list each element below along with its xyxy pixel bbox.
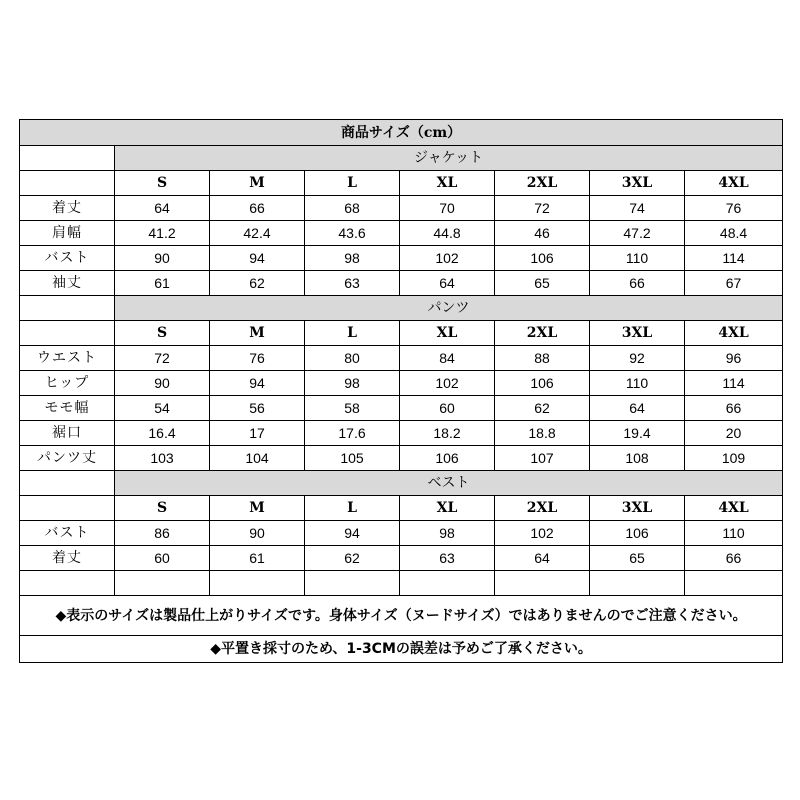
measurement-value: 84 bbox=[400, 346, 495, 371]
title-row bbox=[20, 120, 783, 146]
table-title: 商品サイズ（cm） bbox=[20, 120, 783, 146]
measurement-value: 67 bbox=[685, 271, 783, 296]
table-row bbox=[20, 246, 783, 271]
measurement-value: 16.4 bbox=[115, 421, 210, 446]
size-chart bbox=[19, 119, 782, 681]
measurement-value: 114 bbox=[685, 371, 783, 396]
note-row bbox=[20, 596, 783, 636]
measurement-value: 104 bbox=[210, 446, 305, 471]
measurement-value: 20 bbox=[685, 421, 783, 446]
measurement-value: 66 bbox=[590, 271, 685, 296]
measurement-value: 62 bbox=[210, 271, 305, 296]
measurement-value: 46 bbox=[495, 221, 590, 246]
measurement-value: 61 bbox=[210, 546, 305, 571]
section-header-row bbox=[20, 471, 783, 496]
measurement-value: 68 bbox=[305, 196, 400, 221]
measurement-value: 17 bbox=[210, 421, 305, 446]
measurement-value: 63 bbox=[305, 271, 400, 296]
note-text: ◆表示のサイズは製品仕上がりサイズです。身体サイズ（ヌードサイズ）ではありませんのでご注意ください。 bbox=[20, 596, 783, 636]
measurement-label: モモ幅 bbox=[20, 396, 115, 421]
size-header-blank bbox=[20, 171, 115, 196]
size-table bbox=[19, 119, 783, 663]
table-row bbox=[20, 546, 783, 571]
measurement-value: 88 bbox=[495, 346, 590, 371]
size-label: S bbox=[115, 321, 210, 346]
measurement-value: 43.6 bbox=[305, 221, 400, 246]
measurement-value: 80 bbox=[305, 346, 400, 371]
blank-cell bbox=[210, 571, 305, 596]
table-row bbox=[20, 196, 783, 221]
measurement-value: 62 bbox=[305, 546, 400, 571]
size-header-blank bbox=[20, 321, 115, 346]
section-header-row bbox=[20, 296, 783, 321]
measurement-value: 90 bbox=[210, 521, 305, 546]
measurement-value: 86 bbox=[115, 521, 210, 546]
measurement-value: 103 bbox=[115, 446, 210, 471]
measurement-value: 94 bbox=[210, 246, 305, 271]
blank-cell bbox=[115, 571, 210, 596]
table-row bbox=[20, 446, 783, 471]
measurement-value: 60 bbox=[115, 546, 210, 571]
size-label: S bbox=[115, 496, 210, 521]
measurement-value: 106 bbox=[400, 446, 495, 471]
measurement-value: 110 bbox=[590, 371, 685, 396]
measurement-value: 102 bbox=[400, 371, 495, 396]
size-label: XL bbox=[400, 321, 495, 346]
size-label: M bbox=[210, 321, 305, 346]
blank-cell bbox=[20, 571, 115, 596]
size-label: M bbox=[210, 496, 305, 521]
size-label: 4XL bbox=[685, 496, 783, 521]
size-header-blank bbox=[20, 496, 115, 521]
measurement-label: 着丈 bbox=[20, 546, 115, 571]
measurement-value: 98 bbox=[305, 371, 400, 396]
size-header-row bbox=[20, 171, 783, 196]
size-label: L bbox=[305, 496, 400, 521]
measurement-value: 65 bbox=[590, 546, 685, 571]
measurement-value: 94 bbox=[305, 521, 400, 546]
measurement-label: 肩幅 bbox=[20, 221, 115, 246]
section-name: ジャケット bbox=[115, 146, 783, 171]
size-label: 2XL bbox=[495, 496, 590, 521]
note-text: ◆平置き採寸のため、1-3CMの誤差は予めご了承ください。 bbox=[20, 636, 783, 663]
measurement-label: ヒップ bbox=[20, 371, 115, 396]
size-label: L bbox=[305, 321, 400, 346]
measurement-value: 64 bbox=[590, 396, 685, 421]
measurement-value: 108 bbox=[590, 446, 685, 471]
measurement-value: 48.4 bbox=[685, 221, 783, 246]
measurement-label: バスト bbox=[20, 246, 115, 271]
measurement-value: 63 bbox=[400, 546, 495, 571]
size-label: 3XL bbox=[590, 171, 685, 196]
table-row bbox=[20, 396, 783, 421]
size-label: 2XL bbox=[495, 321, 590, 346]
size-label: XL bbox=[400, 171, 495, 196]
table-row bbox=[20, 221, 783, 246]
measurement-label: 袖丈 bbox=[20, 271, 115, 296]
measurement-value: 102 bbox=[495, 521, 590, 546]
blank-cell bbox=[495, 571, 590, 596]
measurement-value: 98 bbox=[400, 521, 495, 546]
measurement-value: 64 bbox=[495, 546, 590, 571]
measurement-value: 105 bbox=[305, 446, 400, 471]
measurement-value: 106 bbox=[495, 246, 590, 271]
measurement-value: 64 bbox=[115, 196, 210, 221]
measurement-value: 70 bbox=[400, 196, 495, 221]
measurement-value: 65 bbox=[495, 271, 590, 296]
table-row bbox=[20, 521, 783, 546]
measurement-value: 110 bbox=[685, 521, 783, 546]
section-name: ベスト bbox=[115, 471, 783, 496]
measurement-value: 94 bbox=[210, 371, 305, 396]
measurement-value: 44.8 bbox=[400, 221, 495, 246]
size-label: 4XL bbox=[685, 171, 783, 196]
size-label: L bbox=[305, 171, 400, 196]
measurement-label: パンツ丈 bbox=[20, 446, 115, 471]
measurement-value: 61 bbox=[115, 271, 210, 296]
measurement-value: 90 bbox=[115, 371, 210, 396]
section-header-blank bbox=[20, 471, 115, 496]
measurement-label: ウエスト bbox=[20, 346, 115, 371]
blank-row bbox=[20, 571, 783, 596]
measurement-label: バスト bbox=[20, 521, 115, 546]
measurement-label: 着丈 bbox=[20, 196, 115, 221]
measurement-value: 56 bbox=[210, 396, 305, 421]
size-label: 3XL bbox=[590, 496, 685, 521]
size-header-row bbox=[20, 496, 783, 521]
size-label: XL bbox=[400, 496, 495, 521]
measurement-value: 72 bbox=[115, 346, 210, 371]
blank-cell bbox=[590, 571, 685, 596]
measurement-value: 92 bbox=[590, 346, 685, 371]
measurement-value: 76 bbox=[685, 196, 783, 221]
blank-cell bbox=[685, 571, 783, 596]
measurement-value: 58 bbox=[305, 396, 400, 421]
size-label: S bbox=[115, 171, 210, 196]
measurement-value: 109 bbox=[685, 446, 783, 471]
measurement-value: 106 bbox=[590, 521, 685, 546]
size-label: M bbox=[210, 171, 305, 196]
measurement-value: 41.2 bbox=[115, 221, 210, 246]
size-header-row bbox=[20, 321, 783, 346]
measurement-value: 17.6 bbox=[305, 421, 400, 446]
section-header-blank bbox=[20, 146, 115, 171]
measurement-value: 90 bbox=[115, 246, 210, 271]
measurement-value: 18.8 bbox=[495, 421, 590, 446]
measurement-value: 106 bbox=[495, 371, 590, 396]
measurement-value: 62 bbox=[495, 396, 590, 421]
measurement-value: 19.4 bbox=[590, 421, 685, 446]
measurement-value: 110 bbox=[590, 246, 685, 271]
measurement-value: 114 bbox=[685, 246, 783, 271]
measurement-value: 72 bbox=[495, 196, 590, 221]
measurement-value: 76 bbox=[210, 346, 305, 371]
blank-cell bbox=[400, 571, 495, 596]
table-row bbox=[20, 421, 783, 446]
note-row bbox=[20, 636, 783, 663]
measurement-value: 74 bbox=[590, 196, 685, 221]
measurement-value: 42.4 bbox=[210, 221, 305, 246]
section-header-blank bbox=[20, 296, 115, 321]
measurement-label: 裾口 bbox=[20, 421, 115, 446]
section-name: パンツ bbox=[115, 296, 783, 321]
measurement-value: 66 bbox=[685, 546, 783, 571]
blank-cell bbox=[305, 571, 400, 596]
measurement-value: 98 bbox=[305, 246, 400, 271]
measurement-value: 60 bbox=[400, 396, 495, 421]
measurement-value: 96 bbox=[685, 346, 783, 371]
size-label: 3XL bbox=[590, 321, 685, 346]
size-label: 2XL bbox=[495, 171, 590, 196]
measurement-value: 66 bbox=[685, 396, 783, 421]
size-label: 4XL bbox=[685, 321, 783, 346]
measurement-value: 54 bbox=[115, 396, 210, 421]
table-row bbox=[20, 371, 783, 396]
measurement-value: 102 bbox=[400, 246, 495, 271]
measurement-value: 47.2 bbox=[590, 221, 685, 246]
table-row bbox=[20, 271, 783, 296]
measurement-value: 18.2 bbox=[400, 421, 495, 446]
measurement-value: 107 bbox=[495, 446, 590, 471]
measurement-value: 66 bbox=[210, 196, 305, 221]
section-header-row bbox=[20, 146, 783, 171]
measurement-value: 64 bbox=[400, 271, 495, 296]
table-row bbox=[20, 346, 783, 371]
